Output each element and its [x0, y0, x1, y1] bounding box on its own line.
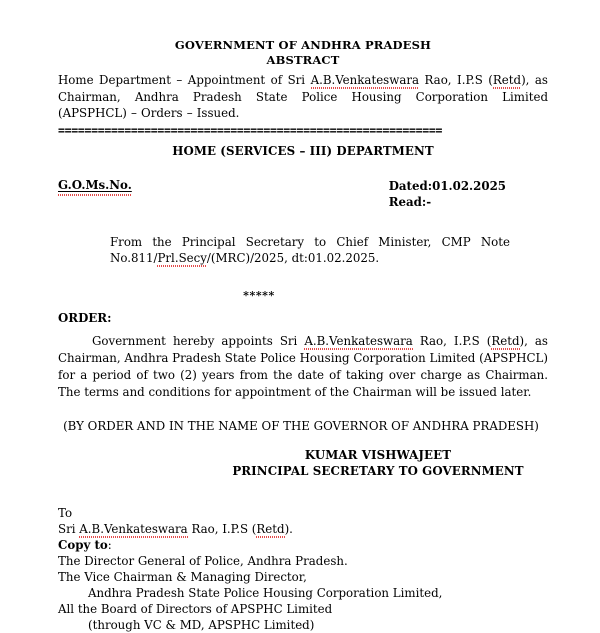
- addressee-post: ).: [284, 521, 293, 536]
- order-paragraph: [58, 333, 548, 401]
- signatory-name: KUMAR VISHWAJEET: [304, 447, 452, 462]
- government-heading: [58, 38, 548, 69]
- officer-name-order: A.B.Venkateswara: [304, 333, 413, 348]
- distribution-item: (through VC & MD, APSPHC Limited): [88, 617, 315, 632]
- abstract-mid-text: Rao, I.P.S (: [419, 72, 493, 87]
- retd-order: Retd: [491, 333, 520, 348]
- copy-to-colon: :: [107, 537, 112, 552]
- reference-block: [110, 234, 510, 267]
- order-pre-text: Government hereby appoints Sri: [92, 333, 305, 348]
- addressee-line: [58, 521, 548, 537]
- by-order-line: (BY ORDER AND IN THE NAME OF THE GOVERNOR OF ANDHRA PRADESH): [63, 418, 539, 433]
- asterisk-divider: *****: [243, 288, 275, 302]
- go-number-label: G.O.Ms.No.: [58, 177, 132, 192]
- addressee-mid: Rao, I.P.S (: [187, 521, 257, 536]
- abstract-pre-text: Home Department – Appointment of Sri: [58, 72, 311, 87]
- abstract-post-text: ), as Chairman, Andhra Pradesh State Police Housing Corporation Limited (APSPHCL) – Orders – Issued.: [58, 72, 548, 121]
- addressee-pre: Sri: [58, 521, 80, 536]
- signature-block: [58, 447, 548, 479]
- date-block: [389, 178, 506, 210]
- dated-value: Dated:01.02.2025: [388, 178, 506, 193]
- abstract-paragraph: [58, 72, 548, 122]
- government-heading-line1: GOVERNMENT OF ANDHRA PRADESH: [174, 38, 432, 52]
- officer-name-abstract: A.B.Venkateswara: [310, 72, 420, 87]
- read-label: Read:-: [388, 194, 432, 209]
- distribution-item: All the Board of Directors of APSPHC Limited: [58, 601, 333, 616]
- go-number-row: [58, 178, 548, 210]
- retd-abstract: Retd: [492, 72, 522, 87]
- reference-line1: From the Principal Secretary to Chief Minister, CMP Note No.811/: [110, 234, 510, 266]
- separator-rule: ==========================================================: [58, 123, 443, 138]
- signatory-designation: PRINCIPAL SECRETARY TO GOVERNMENT: [232, 463, 524, 478]
- to-label: To: [58, 505, 73, 520]
- order-mid-text: Rao, I.P.S (: [412, 333, 492, 348]
- abstract-heading: ABSTRACT: [266, 53, 340, 68]
- distribution-item: The Vice Chairman & Managing Director,: [58, 569, 307, 584]
- addressee-name: A.B.Venkateswara: [79, 521, 188, 536]
- order-label: ORDER:: [58, 310, 112, 325]
- reference-squiggle-text: Prl.Secy: [157, 251, 207, 266]
- distribution-item: The Director General of Police, Andhra Pradesh.: [58, 553, 348, 568]
- reference-line2: /(MRC)/2025, dt:01.02.2025.: [206, 251, 380, 266]
- document-header: [58, 38, 548, 633]
- distribution-item: Andhra Pradesh State Police Housing Corporation Limited,: [88, 585, 443, 600]
- addressee-retd: Retd: [256, 521, 285, 536]
- copy-to-line: [58, 537, 548, 553]
- distribution-list: [58, 505, 548, 633]
- department-heading: HOME (SERVICES – III) DEPARTMENT: [172, 143, 434, 158]
- copy-to-label: Copy to: [58, 537, 108, 552]
- order-post-text: ), as Chairman, Andhra Pradesh State Police Housing Corporation Limited (APSPHCL) for a period of two (2) years from the date of taking over charge as Chairman. The terms and conditions for appointment of the Chairman will be issued later.: [58, 333, 548, 399]
